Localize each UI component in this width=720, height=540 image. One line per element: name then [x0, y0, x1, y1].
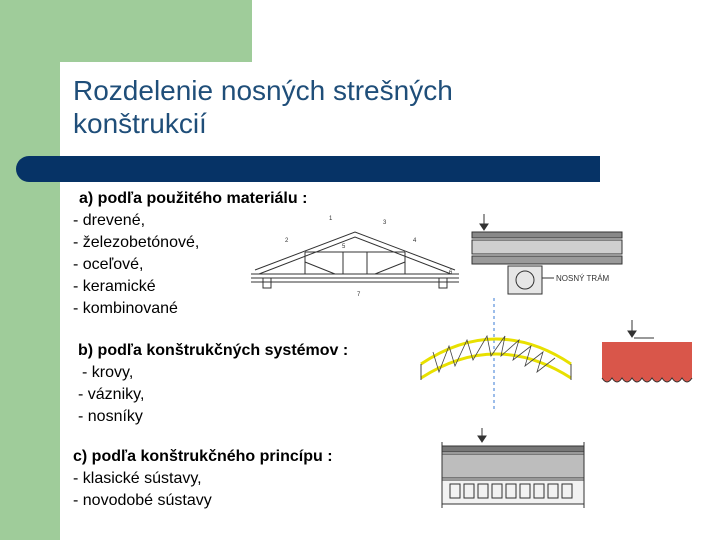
roof-number: 1 — [329, 216, 333, 222]
background-accent-left — [0, 0, 60, 540]
section-a-heading: a) podľa použitého materiálu : — [79, 190, 308, 207]
title-line-2: konštrukcií — [73, 108, 207, 139]
roof-number: 4 — [413, 238, 417, 244]
roof-section-drawing — [245, 212, 465, 302]
section-principle — [73, 446, 333, 512]
brick-wall-drawing — [598, 318, 698, 390]
section-c-heading: c) podľa konštrukčného princípu : — [73, 448, 333, 465]
beam-section-drawing — [468, 214, 648, 298]
roof-number: 7 — [357, 292, 361, 298]
section-a-item: - drevené, — [73, 212, 146, 229]
slide-title — [73, 74, 593, 140]
roof-number: 2 — [285, 238, 289, 244]
title-divider-bar — [16, 156, 600, 182]
roof-number: 3 — [383, 220, 387, 226]
section-a-item: - oceľové, — [73, 256, 144, 273]
section-b-item: - krovy, — [82, 364, 134, 381]
section-b-item: - vázniky, — [78, 386, 145, 403]
title-line-1: Rozdelenie nosných strešných — [73, 75, 453, 106]
background-accent-top — [0, 0, 252, 62]
section-systems — [73, 340, 348, 428]
slab-section-drawing — [438, 428, 588, 512]
section-a-item: - kombinované — [73, 300, 178, 317]
roof-number: 6 — [449, 270, 453, 276]
section-a-item: - železobetónové, — [73, 234, 200, 251]
beam-label: NOSNÝ TRÁM — [556, 274, 610, 283]
section-c-item: - klasické sústavy, — [73, 470, 202, 487]
section-b-heading: b) podľa konštrukčných systémov : — [78, 342, 349, 359]
section-a-item: - keramické — [73, 278, 156, 295]
section-b-item: - nosníky — [78, 408, 143, 425]
roof-number: 5 — [342, 244, 346, 250]
section-c-item: - novodobé sústavy — [73, 492, 212, 509]
arched-truss-drawing — [415, 322, 577, 384]
